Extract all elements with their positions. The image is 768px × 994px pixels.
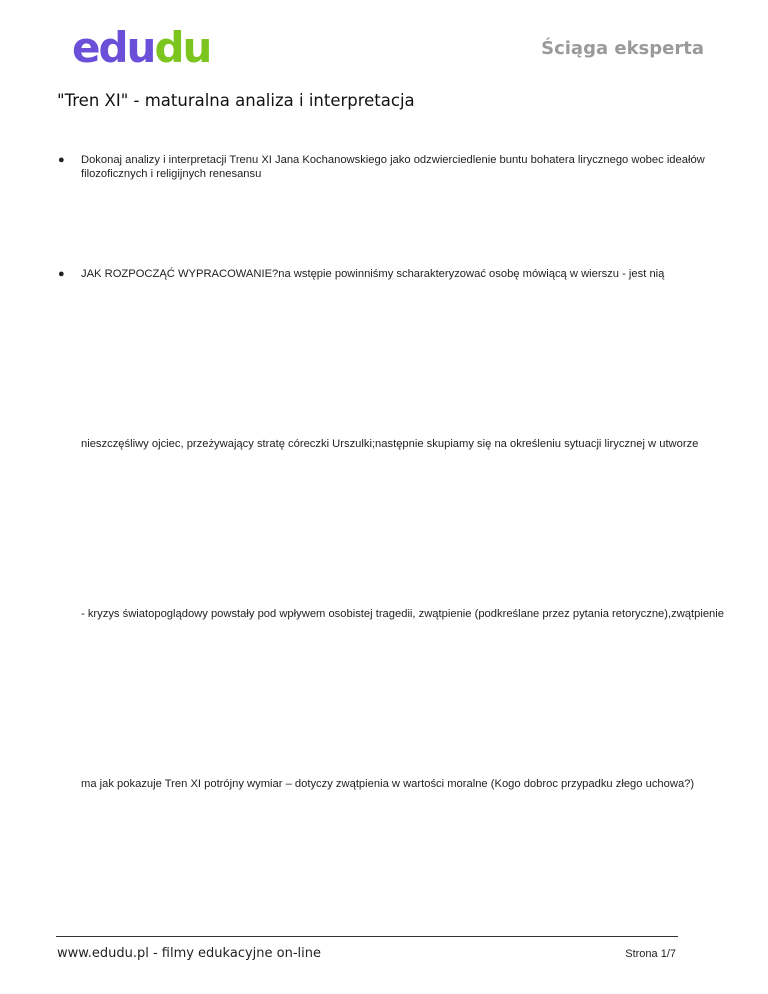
header-tagline: Ściąga eksperta [541,38,704,59]
bullet-icon: ● [58,268,65,280]
task-line-2: filozoficznych i religijnych renesansu [81,168,262,180]
answer-line-3: - kryzys światopoglądowy powstały pod wpływem osobistej tragedii, zwątpienie (podkreślane przez pytania retoryczne),zwątpienie [81,608,724,620]
logo-text-du: du [154,23,211,72]
footer-website-link[interactable]: www.edudu.pl - filmy edukacyjne on-line [57,946,321,961]
answer-line-4: ma jak pokazuje Tren XI potrójny wymiar – dotyczy zwątpienia w wartości moralne (Kogo dobroc przypadku złego uchowa?) [81,778,695,790]
page-title: "Tren XI" - maturalna analiza i interpretacja [57,91,415,110]
page-number: Strona 1/7 [625,948,676,960]
answer-line-2: nieszczęśliwy ojciec, przeżywający stratę córeczki Urszulki;następnie skupiamy się na określeniu sytuacji lirycznej w utworze [81,438,699,450]
task-line-1: Dokonaj analizy i interpretacji Trenu XI Jana Kochanowskiego jako odzwierciedlenie buntu bohatera lirycznego wobec ideałów [81,154,705,166]
footer-divider [56,936,678,937]
bullet-icon: ● [58,154,65,166]
edudu-logo[interactable] [72,23,211,72]
logo-text-edu: edu [72,23,155,72]
answer-line-1: JAK ROZPOCZĄĆ WYPRACOWANIE?na wstępie powinniśmy scharakteryzować osobę mówiącą w wierszu - jest nią [81,268,665,280]
